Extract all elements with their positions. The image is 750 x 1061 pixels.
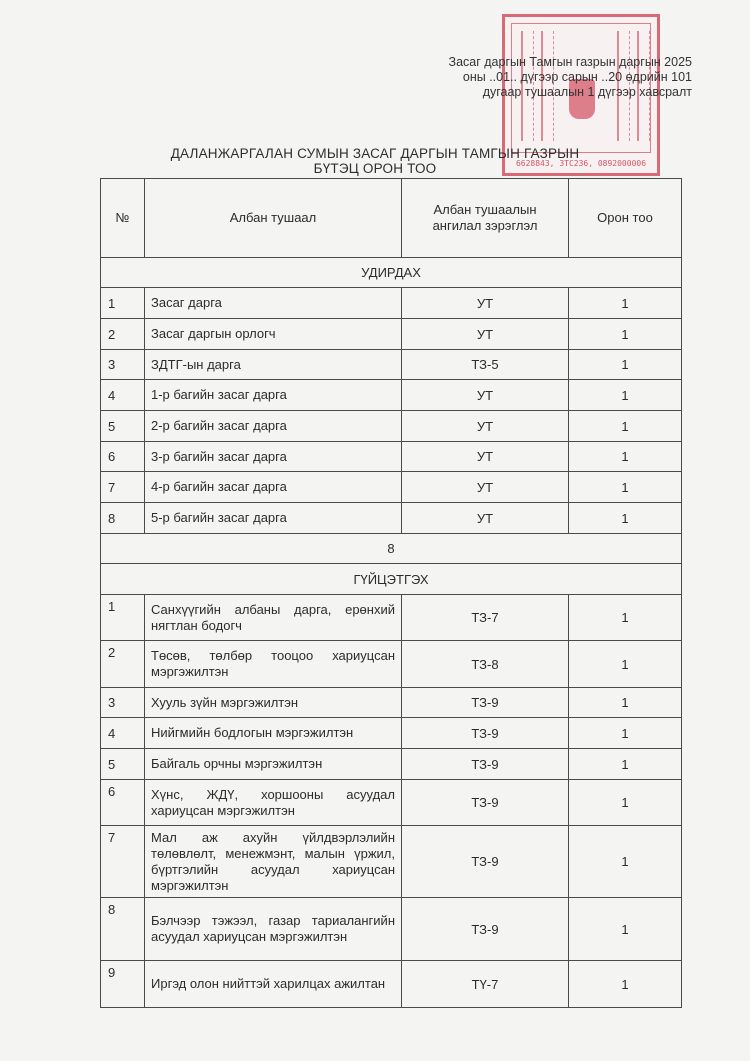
section-title: ГҮЙЦЭТГЭХ bbox=[101, 564, 682, 595]
section-total-row bbox=[101, 534, 682, 564]
table-row bbox=[101, 961, 682, 1008]
cell-count: 1 bbox=[569, 472, 682, 503]
cell-grade: УТ bbox=[402, 319, 569, 350]
cell-position: 4-р багийн засаг дарга bbox=[145, 472, 402, 503]
header-grade: Албан тушаалын ангилал зэрэглэл bbox=[402, 179, 569, 258]
cell-position: ЗДТГ-ын дарга bbox=[145, 350, 402, 380]
cell-grade: ТЗ-8 bbox=[402, 641, 569, 688]
table-row bbox=[101, 411, 682, 442]
cell-position: 5-р багийн засаг дарга bbox=[145, 503, 402, 534]
cell-count: 1 bbox=[569, 595, 682, 641]
cell-count: 1 bbox=[569, 319, 682, 350]
cell-grade: ТЗ-5 bbox=[402, 350, 569, 380]
cell-num: 3 bbox=[101, 350, 145, 380]
cell-position: Засаг даргын орлогч bbox=[145, 319, 402, 350]
cell-grade: УТ bbox=[402, 380, 569, 411]
table-row bbox=[101, 503, 682, 534]
table-row bbox=[101, 442, 682, 472]
table-row bbox=[101, 749, 682, 780]
cell-grade: УТ bbox=[402, 472, 569, 503]
cell-count: 1 bbox=[569, 350, 682, 380]
cell-num: 7 bbox=[101, 826, 145, 898]
cell-grade: УТ bbox=[402, 288, 569, 319]
cell-count: 1 bbox=[569, 718, 682, 749]
cell-position: Бэлчээр тэжээл, газар тариалангийн асуудал хариуцсан мэргэжилтэн bbox=[145, 898, 402, 961]
cell-num: 4 bbox=[101, 718, 145, 749]
cell-grade: УТ bbox=[402, 411, 569, 442]
cell-position: Мал аж ахуйн үйлдвэрлэлийн төлөвлөлт, менежмэнт, малын үржил, бүртгэлийн асуудал хариуцсан мэргэжилтэн bbox=[145, 826, 402, 898]
table-header-row bbox=[101, 179, 682, 258]
cell-grade: ТЗ-9 bbox=[402, 826, 569, 898]
cell-num: 2 bbox=[101, 319, 145, 350]
annex-note bbox=[392, 55, 692, 100]
cell-position: 1-р багийн засаг дарга bbox=[145, 380, 402, 411]
cell-num: 4 bbox=[101, 380, 145, 411]
cell-num: 3 bbox=[101, 688, 145, 718]
table-row bbox=[101, 641, 682, 688]
cell-grade: УТ bbox=[402, 503, 569, 534]
section-row bbox=[101, 564, 682, 595]
cell-position: Төсөв, төлбөр тооцоо хариуцсан мэргэжилтэн bbox=[145, 641, 402, 688]
cell-position: 3-р багийн засаг дарга bbox=[145, 442, 402, 472]
section-title: УДИРДАХ bbox=[101, 258, 682, 288]
cell-grade: ТЗ-9 bbox=[402, 898, 569, 961]
header-position: Албан тушаал bbox=[145, 179, 402, 258]
cell-count: 1 bbox=[569, 503, 682, 534]
table-row bbox=[101, 288, 682, 319]
annex-line: дугаар тушаалын 1 дүгээр хавсралт bbox=[482, 85, 692, 99]
cell-num: 8 bbox=[101, 898, 145, 961]
section-row bbox=[101, 258, 682, 288]
table-row bbox=[101, 319, 682, 350]
cell-position: Иргэд олон нийттэй харилцах ажилтан bbox=[145, 961, 402, 1008]
cell-num: 7 bbox=[101, 472, 145, 503]
header-count: Орон тоо bbox=[569, 179, 682, 258]
cell-num: 6 bbox=[101, 780, 145, 826]
cell-num: 5 bbox=[101, 749, 145, 780]
cell-position: Нийгмийн бодлогын мэргэжилтэн bbox=[145, 718, 402, 749]
table-row bbox=[101, 595, 682, 641]
document-subtitle: БҮТЭЦ ОРОН ТОО bbox=[313, 161, 437, 176]
cell-grade: ТЗ-9 bbox=[402, 749, 569, 780]
cell-num: 6 bbox=[101, 442, 145, 472]
cell-count: 1 bbox=[569, 380, 682, 411]
cell-position: Хууль зүйн мэргэжилтэн bbox=[145, 688, 402, 718]
cell-position: Хүнс, ЖДҮ, хоршооны асуудал хариуцсан мэргэжилтэн bbox=[145, 780, 402, 826]
cell-grade: ТЗ-7 bbox=[402, 595, 569, 641]
staffing-table bbox=[100, 178, 682, 1008]
cell-grade: ТЗ-9 bbox=[402, 780, 569, 826]
cell-num: 5 bbox=[101, 411, 145, 442]
table-row bbox=[101, 826, 682, 898]
cell-position: 2-р багийн засаг дарга bbox=[145, 411, 402, 442]
annex-line: оны ..01.. дүгээр сарын ..20 өдрийн 101 bbox=[462, 70, 692, 84]
cell-count: 1 bbox=[569, 641, 682, 688]
cell-num: 9 bbox=[101, 961, 145, 1008]
table-row bbox=[101, 898, 682, 961]
cell-position: Байгаль орчны мэргэжилтэн bbox=[145, 749, 402, 780]
cell-count: 1 bbox=[569, 749, 682, 780]
cell-grade: ТҮ-7 bbox=[402, 961, 569, 1008]
stamp-code: 6628843, 3TC236, 0892000006 bbox=[515, 159, 647, 168]
cell-count: 1 bbox=[569, 411, 682, 442]
cell-count: 1 bbox=[569, 688, 682, 718]
cell-grade: ТЗ-9 bbox=[402, 718, 569, 749]
table-row bbox=[101, 350, 682, 380]
table-row bbox=[101, 688, 682, 718]
cell-position: Засаг дарга bbox=[145, 288, 402, 319]
cell-grade: ТЗ-9 bbox=[402, 688, 569, 718]
cell-count: 1 bbox=[569, 288, 682, 319]
cell-count: 1 bbox=[569, 826, 682, 898]
cell-num: 8 bbox=[101, 503, 145, 534]
document-title: ДАЛАНЖАРГАЛАН СУМЫН ЗАСАГ ДАРГЫН ТАМГЫН ГАЗРЫН bbox=[170, 146, 580, 161]
section-total: 8 bbox=[101, 534, 682, 564]
cell-count: 1 bbox=[569, 961, 682, 1008]
cell-grade: УТ bbox=[402, 442, 569, 472]
table-row bbox=[101, 718, 682, 749]
cell-count: 1 bbox=[569, 898, 682, 961]
header-num: № bbox=[101, 179, 145, 258]
table-row bbox=[101, 780, 682, 826]
cell-num: 1 bbox=[101, 595, 145, 641]
cell-position: Санхүүгийн албаны дарга, ерөнхий нягтлан бодогч bbox=[145, 595, 402, 641]
table-row bbox=[101, 380, 682, 411]
table-row bbox=[101, 472, 682, 503]
cell-num: 2 bbox=[101, 641, 145, 688]
cell-count: 1 bbox=[569, 780, 682, 826]
cell-count: 1 bbox=[569, 442, 682, 472]
annex-line: Засаг даргын Тамгын газрын даргын 2025 bbox=[448, 55, 692, 69]
cell-num: 1 bbox=[101, 288, 145, 319]
